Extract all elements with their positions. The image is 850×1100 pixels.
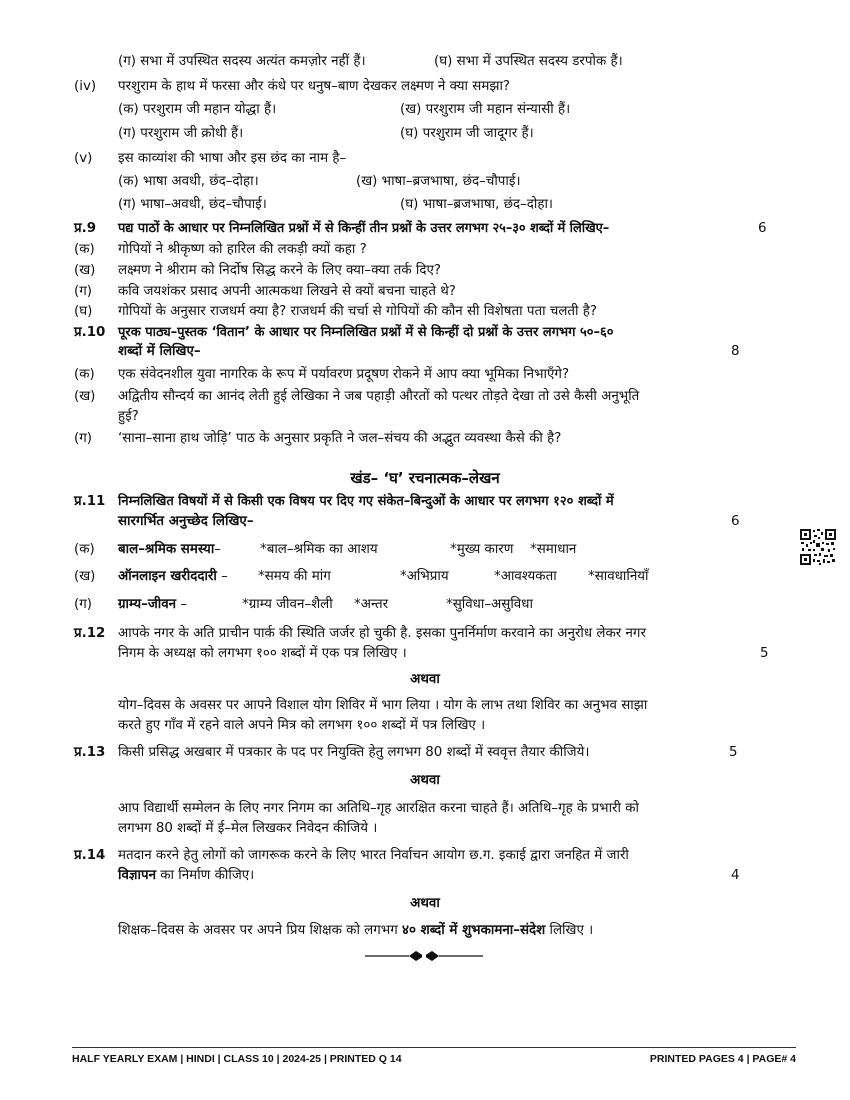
- q10-c-label: (ग): [74, 431, 92, 446]
- q14-or: अथवा: [410, 896, 440, 911]
- q3-option-g: (ग) सभा में उपस्थित सदस्य अत्यंत कमज़ोर नहीं हैं।: [118, 54, 366, 69]
- q12-line2: निगम के अध्यक्ष को लगभग १०० शब्दों में एक पत्र लिखिए ।: [118, 646, 407, 661]
- q11-topic-point: *सुविधा–असुविधा: [446, 597, 533, 612]
- q11-topic-label: (ख): [74, 569, 96, 584]
- end-ornament-icon: [365, 948, 483, 964]
- q9-number: प्र.9: [74, 221, 97, 236]
- q14-alt-bold: ४० शब्दों में शुभकामना–संदेश: [402, 923, 546, 938]
- qr-code-icon: [799, 528, 837, 566]
- q9-item-label: (ख): [74, 263, 96, 278]
- q10-line2: शब्दों में लिखिए–: [118, 344, 201, 359]
- q10-line1: पूरक पाठ्य–पुस्तक ‘वितान’ के आधार पर निम्नलिखित प्रश्नों में से किन्हीं दो प्रश्नों के उत्तर लगभग ५०–६०: [118, 325, 614, 340]
- q4-text: परशुराम के हाथ में फरसा और कंधे पर धनुष–बाण देखकर लक्ष्मण ने क्या समझा?: [118, 79, 511, 94]
- q11-topic-title-text: ग्राम्य–जीवन: [118, 597, 177, 612]
- q11-topic-separator: –: [214, 542, 221, 557]
- q11-topic-point: *आवश्यकता: [494, 569, 557, 584]
- q11-topic-title-text: ऑनलाइन खरीददारी: [118, 569, 217, 584]
- q9-item-text: गोपियों ने श्रीकृष्ण को हारिल की लकड़ी क्यों कहा ?: [118, 242, 367, 257]
- q11-topic-point: *मुख्य कारण: [450, 542, 514, 557]
- q11-topic-separator: –: [176, 597, 188, 612]
- q11-topic-point: *सावधानियाँ: [588, 569, 649, 584]
- q11-line1: निम्नलिखित विषयों में से किसी एक विषय पर दिए गए संकेत–बिन्दुओं के आधार पर लगभग १२० शब्दों में: [118, 494, 614, 509]
- q10-c-text: ‘साना–साना हाथ जोड़ि’ पाठ के अनुसार प्रकृति ने जल–संचय की अद्भुत व्यवस्था कैसे की है?: [118, 431, 562, 446]
- q5-text: इस काव्यांश की भाषा और इस छंद का नाम है–: [118, 151, 347, 166]
- q9-item-text: लक्ष्मण ने श्रीराम को निर्दोष सिद्ध करने के लिए क्या–क्या तर्क दिए?: [118, 263, 441, 278]
- q11-number: प्र.11: [74, 494, 106, 509]
- q12-alt-line2: करते हुए गाँव में रहने वाले अपने मित्र को लगभग १०० शब्दों में पत्र लिखिए ।: [118, 718, 486, 733]
- q4-option-a: (क) परशुराम जी महान योद्धा हैं।: [118, 102, 277, 117]
- q9-item-label: (क): [74, 242, 95, 257]
- q10-marks: 8: [731, 344, 740, 359]
- q9-item-label: (घ): [74, 304, 93, 319]
- q12-or: अथवा: [410, 672, 440, 687]
- q4-option-c: (ग) परशुराम जी क्रोधी हैं।: [118, 126, 244, 141]
- q4-option-b: (ख) परशुराम जी महान संन्यासी हैं।: [400, 102, 571, 117]
- q14-marks: 4: [731, 868, 740, 883]
- q14-line2: [118, 867, 254, 885]
- q12-marks: 5: [760, 646, 769, 661]
- q9-text: पद्य पाठों के आधार पर निम्नलिखित प्रश्नों में से किन्हीं तीन प्रश्नों के उत्तर लगभग २५–३० शब्दों में लिखिए–: [118, 221, 610, 236]
- q5-option-b: (ख) भाषा–ब्रजभाषा, छंद–चौपाई।: [356, 174, 521, 189]
- q5-number: (v): [74, 151, 93, 166]
- q4-option-d: (घ) परशुराम जी जादूगर हैं।: [400, 126, 534, 141]
- q11-line2: सारगर्भित अनुच्छेद लिखिए–: [118, 514, 254, 529]
- q9-item-text: गोपियों के अनुसार राजधर्म क्या है? राजधर्म की चर्चा से गोपियों की कौन सी विशेषता पता चलती है?: [118, 304, 597, 319]
- q11-topic-separator: –: [216, 569, 228, 584]
- q10-number: प्र.10: [74, 325, 106, 340]
- q5-option-d: (घ) भाषा–ब्रजभाषा, छंद–दोहा।: [400, 197, 554, 212]
- q12-number: प्र.12: [74, 626, 106, 641]
- q13-or: अथवा: [410, 773, 440, 788]
- q5-option-a: (क) भाषा अवधी, छंद–दोहा।: [118, 174, 259, 189]
- q12-line1: आपके नगर के अति प्राचीन पार्क की स्थिति जर्जर हो चुकी है. इसका पुनर्निर्माण करवाने का अनुरोध लेकर नगर: [118, 626, 646, 641]
- q12-alt-line1: योग–दिवस के अवसर पर आपने विशाल योग शिविर में भाग लिया । योग के लाभ तथा शिविर का अनुभव साझा: [118, 698, 648, 713]
- q11-marks: 6: [731, 514, 740, 529]
- q13-text: किसी प्रसिद्ध अखबार में पत्रकार के पद पर नियुक्ति हेतु लगभग 80 शब्दों में स्ववृत्त तैयार कीजिये।: [118, 745, 590, 760]
- q11-topic-point: *समय की मांग: [258, 569, 331, 584]
- q3-option-gh: (घ) सभा में उपस्थित सदस्य डरपोक हैं।: [434, 54, 623, 69]
- q14-line2-bold: विज्ञापन: [118, 868, 157, 883]
- q14-alt: [118, 922, 593, 940]
- q11-topic-title: [118, 568, 228, 586]
- q14-alt-pre: शिक्षक–दिवस के अवसर पर अपने प्रिय शिक्षक को लगभग: [118, 923, 403, 938]
- q11-topic-point: *ग्राम्य जीवन–शैली: [242, 597, 333, 612]
- q14-line1: मतदान करने हेतु लोगों को जागरूक करने के लिए भारत निर्वाचन आयोग छ.ग. इकाई द्वारा जनहित में जारी: [118, 848, 629, 863]
- q11-topic-point: *समाधान: [530, 542, 577, 557]
- footer-rule: [72, 1047, 796, 1048]
- q13-marks: 5: [729, 745, 738, 760]
- q10-a-text: एक संवेदनशील युवा नागरिक के रूप में पर्यावरण प्रदूषण रोकने में आप क्या भूमिका निभाएँगे?: [118, 367, 570, 382]
- q10-b-label: (ख): [74, 389, 96, 404]
- section-heading: खंड– ‘घ’ रचनात्मक–लेखन: [350, 469, 500, 487]
- q4-number: (iv): [74, 79, 97, 94]
- q11-topic-label: (क): [74, 542, 95, 557]
- q14-line2-rest: का निर्माण कीजिए।: [156, 868, 255, 883]
- q13-alt-line1: आप विद्यार्थी सम्मेलन के लिए नगर निगम का अतिथि–गृह आरक्षित करना चाहते हैं। अतिथि–गृह के प्रभारी को: [118, 801, 639, 816]
- q10-a-label: (क): [74, 367, 95, 382]
- q13-alt-line2: लगभग 80 शब्दों में ई–मेल लिखकर निवेदन कीजिये ।: [118, 821, 378, 836]
- footer-left: HALF YEARLY EXAM | HINDI | CLASS 10 | 2024-25 | PRINTED Q 14: [72, 1053, 402, 1065]
- q5-option-c: (ग) भाषा–अवधी, छंद–चौपाई।: [118, 197, 267, 212]
- q11-topic-point: *अभिप्राय: [400, 569, 449, 584]
- q10-b-line1: अद्वितीय सौन्दर्य का आनंद लेती हुई लेखिका ने जब पहाड़ी औरतों को पत्थर तोड़ते देखा तो उसे कैसी अनुभूति: [118, 389, 640, 404]
- q14-number: प्र.14: [74, 848, 106, 863]
- q11-topic-title: [118, 541, 221, 559]
- q11-topic-point: *बाल–श्रमिक का आशय: [260, 542, 378, 557]
- q10-b-line2: हुई?: [118, 409, 139, 424]
- footer-right: PRINTED PAGES 4 | PAGE# 4: [649, 1053, 796, 1065]
- q9-item-text: कवि जयशंकर प्रसाद अपनी आत्मकथा लिखने से क्यों बचना चाहते थे?: [118, 284, 456, 299]
- q11-topic-point: *अन्तर: [354, 597, 389, 612]
- q11-topic-title-text: बाल–श्रमिक समस्या: [118, 542, 215, 557]
- q13-number: प्र.13: [74, 745, 106, 760]
- q9-item-label: (ग): [74, 284, 92, 299]
- q14-alt-post: लिखिए ।: [545, 923, 594, 938]
- q9-marks: 6: [758, 221, 767, 236]
- q11-topic-label: (ग): [74, 597, 92, 612]
- q11-topic-title: [118, 596, 187, 614]
